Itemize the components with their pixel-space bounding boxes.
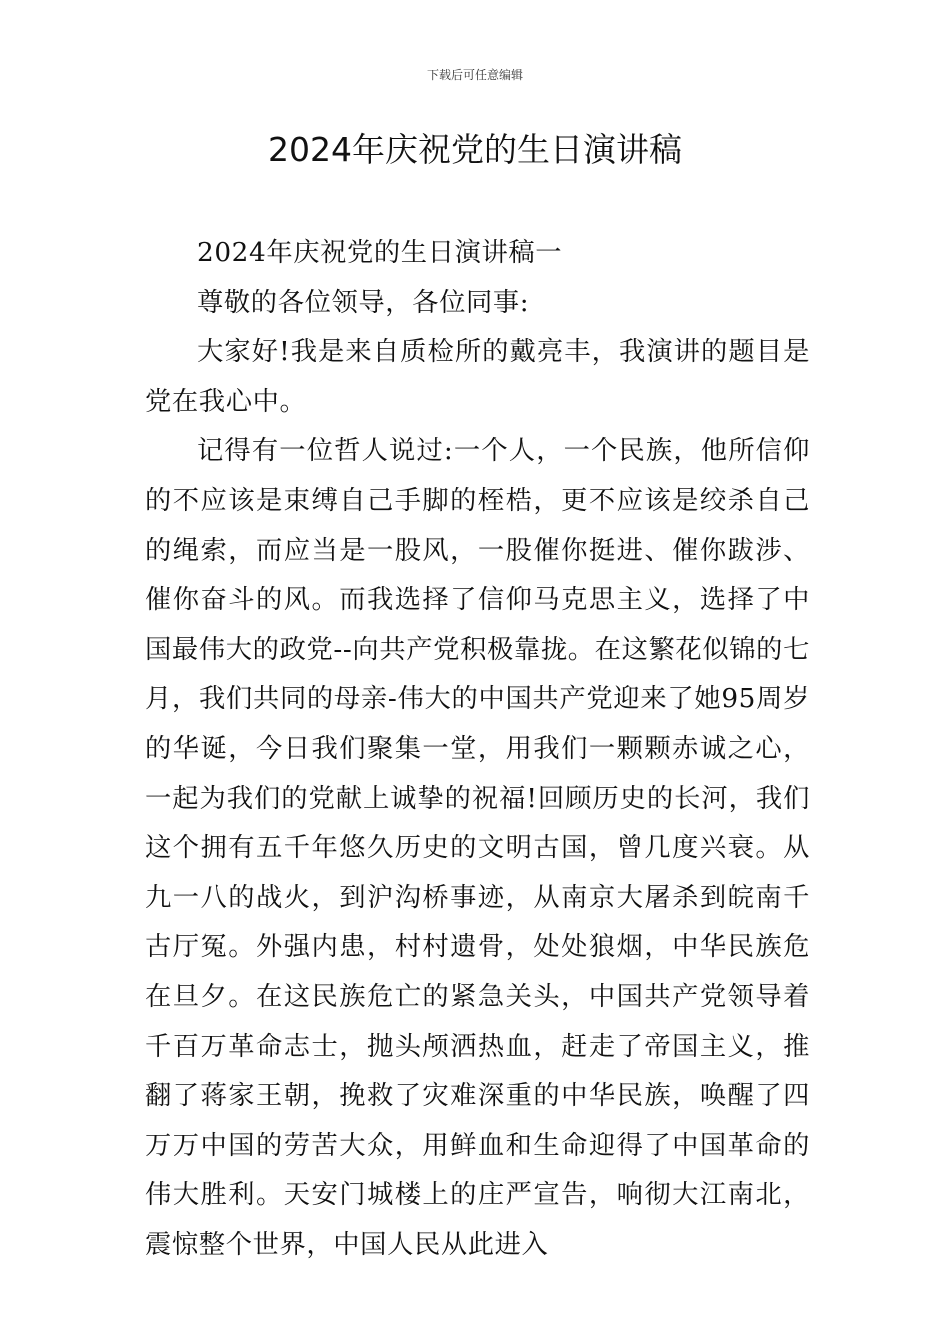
paragraph-intro: 大家好!我是来自质检所的戴亮丰，我演讲的题目是党在我心中。 (145, 337, 810, 417)
document-title: 2024年庆祝党的生日演讲稿 (268, 130, 682, 169)
document-body (145, 229, 810, 1270)
paragraph-subtitle: 2024年庆祝党的生日演讲稿一 (197, 238, 563, 268)
header-note: 下载后可任意编辑 (426, 68, 523, 82)
paragraph-main: 记得有一位哲人说过:一个人，一个民族，他所信仰的不应该是束缚自己手脚的桎梏，更不应该是绞杀自己的绳索，而应当是一股风，一股催你挺进、催你跋涉、催你奋斗的风。而我选择了信仰马克思主义，选择了中国最伟大的政党--向共产党积极靠拢。在这繁花似锦的七月，我们共同的母亲-伟大的中国共产党迎来了她95周岁的华诞，今日我们聚集一堂，用我们一颗颗赤诚之心，一起为我们的党献上诚挚的祝福!回顾历史的长河，我们这个拥有五千年悠久历史的文明古国，曾几度兴衰。从九一八的战火，到沪沟桥事迹，从南京大屠杀到皖南千古厅冤。外强内患，村村遗骨，处处狼烟，中华民族危在旦夕。在这民族危亡的紧急关头，中国共产党领导着千百万革命志士，抛头颅洒热血，赶走了帝国主义，推翻了蒋家王朝，挽救了灾难深重的中华民族，唤醒了四万万中国的劳苦大众，用鲜血和生命迎得了中国革命的伟大胜利。天安门城楼上的庄严宣告，响彻大江南北，震惊整个世界，中国人民从此进入 (145, 436, 810, 1260)
paragraph-greeting: 尊敬的各位领导，各位同事: (197, 287, 530, 318)
